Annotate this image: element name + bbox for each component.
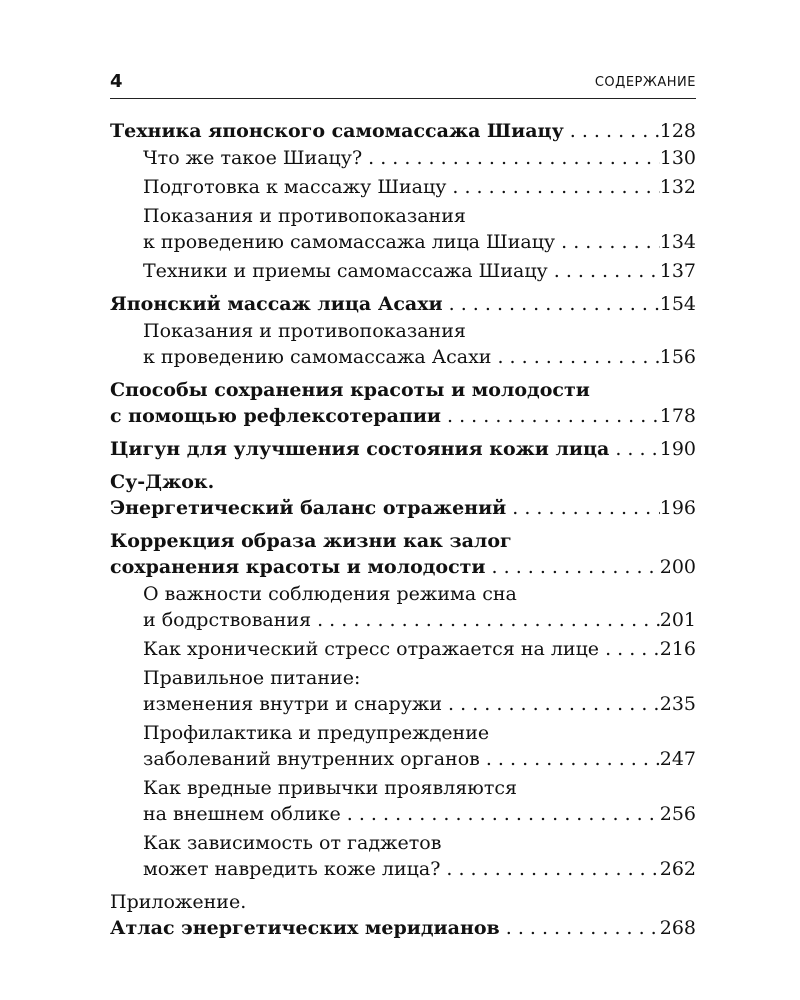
toc-entry-last-line [143,174,696,200]
toc-appendix[interactable] [110,889,696,941]
toc-page-number: 268 [659,917,696,939]
toc-entry-last-line [143,344,696,370]
toc-entry-line: Приложение. [110,891,247,913]
toc-entry-last-line [110,403,696,429]
toc-chapter[interactable] [110,377,696,429]
toc-page-number: 156 [659,346,696,368]
toc-entry-line: Коррекция образа жизни как залог [110,530,512,552]
toc-entry-last-line [143,691,696,717]
toc-page-number: 190 [659,438,696,460]
toc-page-number: 132 [659,176,696,198]
dot-leader [500,915,660,941]
dot-leader [480,746,660,772]
toc-entry-last-line [143,856,696,882]
table-of-contents [110,118,696,941]
page-number: 4 [110,71,123,92]
toc-page-number: 134 [659,231,696,253]
toc-subentry[interactable] [110,145,696,171]
toc-page-number: 201 [659,609,696,631]
toc-entry-title: на внешнем облике [143,803,341,825]
toc-page-number: 216 [659,638,696,660]
dot-leader [491,344,659,370]
toc-chapter[interactable] [110,291,696,317]
toc-page-number: 200 [659,556,696,578]
toc-entry-last-line [143,229,696,255]
toc-entry-title: может навредить коже лица? [143,858,441,880]
toc-subentry[interactable] [110,258,696,284]
toc-entry-last-line [110,495,696,521]
toc-entry-title: и бодрствования [143,609,312,631]
dot-leader [486,554,660,580]
toc-entry-title: Техника японского самомассажа Шиацу [110,120,564,142]
toc-entry-title: Атлас энергетических меридианов [110,917,500,939]
dot-leader [441,403,660,429]
dot-leader [548,258,660,284]
toc-entry-line: Су-Джок. [110,471,215,493]
dot-leader [609,436,659,462]
toc-subentry[interactable] [110,318,696,370]
toc-entry-title: изменения внутри и снаружи [143,693,443,715]
dot-leader [564,118,660,144]
toc-entry-line: Способы сохранения красоты и молодости [110,379,590,401]
toc-subentry[interactable] [110,203,696,255]
toc-page-number: 154 [659,293,696,315]
toc-subentry[interactable] [110,665,696,717]
toc-subentry[interactable] [110,636,696,662]
toc-chapter[interactable] [110,118,696,144]
toc-entry-last-line [110,915,696,941]
dot-leader [362,145,660,171]
dot-leader [555,229,660,255]
dot-leader [440,856,659,882]
toc-entry-line: Профилактика и предупреждение [143,722,490,744]
toc-entry-line: Показания и противопоказания [143,320,466,342]
toc-page-number: 235 [659,693,696,715]
toc-page-number: 128 [659,120,696,142]
running-head: СОДЕРЖАНИЕ [594,75,696,90]
dot-leader [506,495,659,521]
toc-page-number: 247 [659,748,696,770]
toc-page-number: 137 [659,260,696,282]
toc-entry-line: Показания и противопоказания [143,205,466,227]
toc-entry-last-line [110,436,696,462]
page-header [110,70,696,99]
toc-entry-last-line [143,607,696,633]
toc-entry-title: Японский массаж лица Асахи [110,293,443,315]
toc-entry-title: Подготовка к массажу Шиацу [143,176,447,198]
toc-entry-title: Цигун для улучшения состояния кожи лица [110,438,610,460]
dot-leader [341,801,660,827]
toc-entry-title: заболеваний внутренних органов [143,748,480,770]
toc-entry-line: Как зависимость от гаджетов [143,832,442,854]
toc-page-number: 178 [659,405,696,427]
toc-page-number: 196 [659,497,696,519]
toc-entry-title: к проведению самомассажа Асахи [143,346,492,368]
toc-entry-last-line [110,554,696,580]
toc-entry-line: Как вредные привычки проявляются [143,777,517,799]
toc-page-number: 130 [659,147,696,169]
toc-entry-last-line [110,118,696,144]
dot-leader [446,174,659,200]
dot-leader [442,691,660,717]
toc-entry-title: Как хронический стресс отражается на лице [143,638,600,660]
toc-entry-line: О важности соблюдения режима сна [143,583,517,605]
toc-entry-last-line [143,636,696,662]
toc-entry-title: с помощью рефлексотерапии [110,405,441,427]
toc-subentry[interactable] [110,830,696,882]
toc-subentry[interactable] [110,775,696,827]
toc-entry-title: Что же такое Шиацу? [143,147,363,169]
toc-entry-last-line [143,801,696,827]
toc-subentry[interactable] [110,720,696,772]
toc-entry-title: к проведению самомассажа лица Шиацу [143,231,556,253]
dot-leader [443,291,660,317]
toc-entry-last-line [143,258,696,284]
toc-chapter[interactable] [110,469,696,521]
toc-page-number: 256 [659,803,696,825]
toc-entry-last-line [110,291,696,317]
dot-leader [599,636,660,662]
toc-entry-last-line [143,746,696,772]
toc-page-number: 262 [659,858,696,880]
toc-subentry[interactable] [110,581,696,633]
toc-entry-title: Техники и приемы самомассажа Шиацу [143,260,548,282]
toc-chapter[interactable] [110,528,696,580]
toc-entry-title: сохранения красоты и молодости [110,556,486,578]
toc-entry-title: Энергетический баланс отражений [110,497,507,519]
toc-entry-line: Правильное питание: [143,667,361,689]
toc-chapter[interactable] [110,436,696,462]
toc-entry-last-line [143,145,696,171]
dot-leader [311,607,660,633]
toc-subentry[interactable] [110,174,696,200]
